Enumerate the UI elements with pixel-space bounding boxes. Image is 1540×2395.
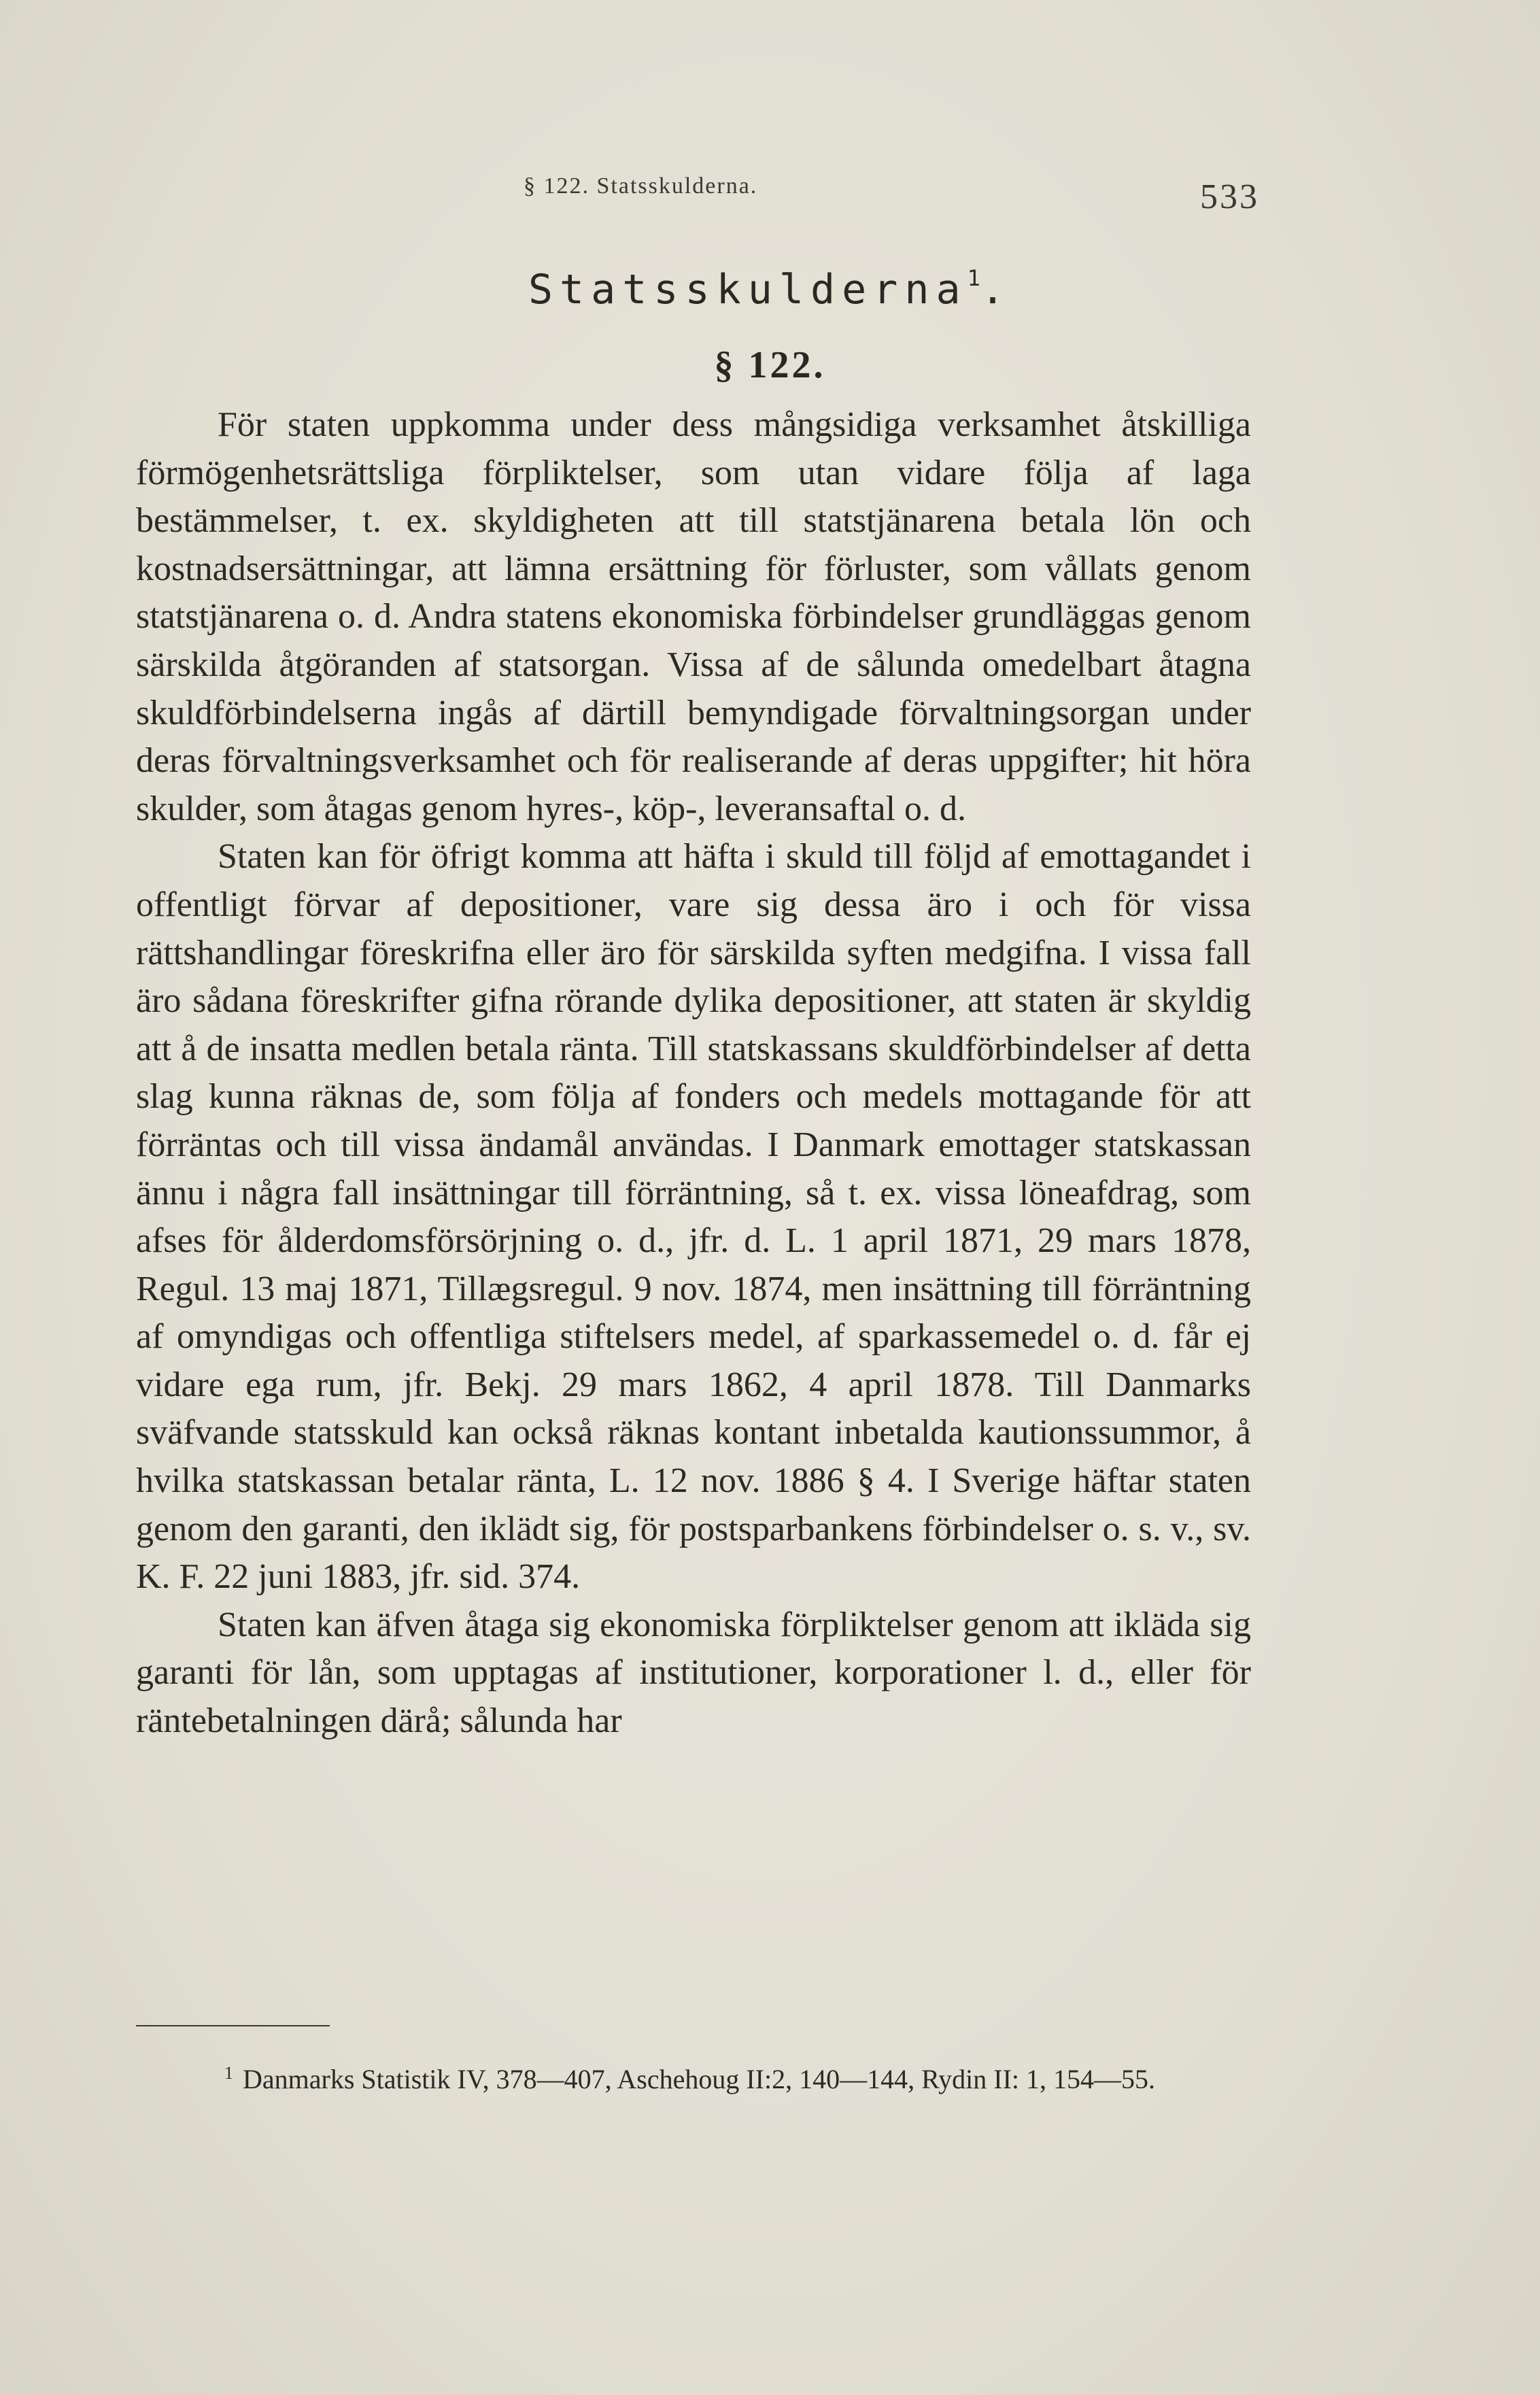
footnote-text: Danmarks Statistik IV, 378—407, Aschehoug II:2, 140—144, Rydin II: 1, 154—55. — [243, 2064, 1156, 2094]
chapter-title — [0, 265, 1540, 313]
footnote-marker: 1 — [224, 2063, 233, 2083]
running-head: § 122. Statsskulderna. — [524, 173, 758, 199]
paragraph-1: För staten uppkomma under dess mångsidiga verksamhet åtskilliga förmögenhetsrättsliga förpliktelser, som utan vidare följa af laga bestämmelser, t. ex. skyldigheten att till statstjänarena betala lön och kostnadsersättningar, att lämna ersättning för förluster, som vållats genom statstjänarena o. d. Andra statens ekonomiska förbindelser grundläggas genom särskilda åtgöranden af statsorgan. Vissa af de sålunda omedelbart åtagna skuldförbindelserna ingås af därtill bemyndigade förvaltningsorgan under deras förvaltningsverksamhet och för realiserande af deras uppgifter; hit höra skulder, som åtagas genom hyres-, köp-, leveransaftal o. d. — [136, 405, 1251, 828]
paragraph-3: Staten kan äfven åtaga sig ekonomiska förpliktelser genom att ikläda sig garanti för lån, som upptagas af institutioner, korporationer l. d., eller för räntebetalningen därå; sålunda har — [136, 1605, 1251, 1741]
section-heading: § 122. — [714, 344, 826, 386]
footnote-reference: 1 — [967, 265, 980, 291]
footnote-divider — [136, 2025, 330, 2026]
page-number: 533 — [1200, 177, 1259, 216]
body-text — [136, 401, 1251, 1746]
footnote — [136, 2054, 1251, 2099]
chapter-title-suffix: . — [980, 266, 1012, 313]
paragraph-2: Staten kan för öfrigt komma att häfta i skuld till följd af emottagandet i offentligt förvar af depositioner, vare sig dessa äro i och för vissa rättshandlingar föreskrifna eller äro för särskilda syften medgifna. I vissa fall äro sådana föreskrifter gifna rörande dylika depositioner, att staten är skyldig att å de insatta medlen betala ränta. Till statskassans skuldförbindelser af detta slag kunna räknas de, som följa af fonders och medels mottagande för att förräntas och till vissa ändamål användas. I Danmark emottager statskassan ännu i några fall insättningar till förräntning, så t. ex. vissa löneafdrag, som afses för ålderdomsförsörjning o. d., jfr. d. L. 1 april 1871, 29 mars 1878, Regul. 13 maj 1871, Tillægsregul. 9 nov. 1874, men insättning till förräntning af omyndigas och offentliga stiftelsers medel, af sparkassemedel o. d. får ej vidare ega rum, jfr. Bekj. 29 mars 1862, 4 april 1878. Till Danmarks sväfvande statsskuld kan också räknas kontant inbetalda kautionssummor, å hvilka statskassan betalar ränta, L. 12 nov. 1886 § 4. I Sverige häftar staten genom den garanti, den iklädt sig, för postsparbankens förbindelser o. s. v., sv. K. F. 22 juni 1883, jfr. sid. 374. — [136, 837, 1251, 1597]
chapter-title-text: Statsskulderna — [528, 266, 968, 313]
